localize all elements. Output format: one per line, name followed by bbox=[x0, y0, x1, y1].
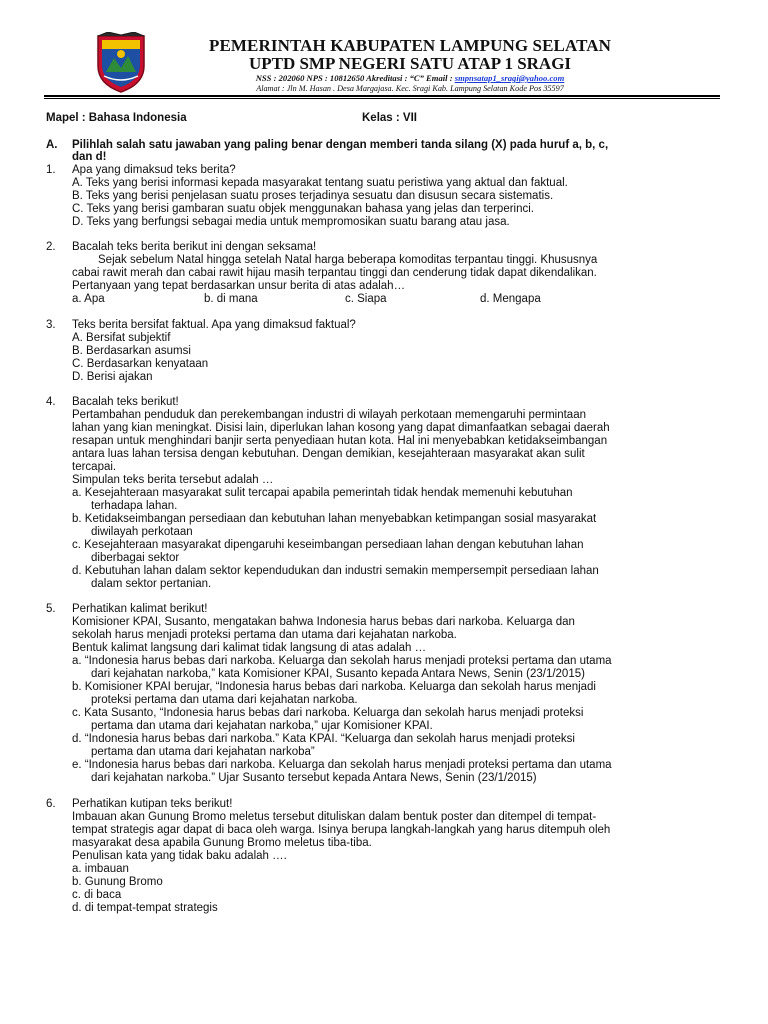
question-number: 6. bbox=[46, 798, 56, 810]
passage-line: Pertambahan penduduk dan perekembangan industri di wilayah perkotaan memengaruhi permintaan bbox=[72, 409, 586, 421]
letterhead-divider-thin bbox=[44, 98, 720, 99]
option-b: B. Teks yang berisi penjelasan suatu proses terjadinya sesuatu dan disusun secara sistematis. bbox=[72, 190, 554, 202]
option-c: c. Kata Susanto, “Indonesia harus bebas dari narkoba. Keluarga dan sekolah harus menjadi proteksi bbox=[72, 707, 584, 719]
letterhead-address: Alamat : Jln M. Hasan . Desa Margajasa. Kec. Sragi Kab. Lampung Selatan Kode Pos 35597 bbox=[256, 84, 564, 93]
option-a: a. Apa bbox=[72, 293, 105, 305]
option-c: C. Berdasarkan kenyataan bbox=[72, 358, 209, 370]
subject-label: Mapel : Bahasa Indonesia bbox=[46, 112, 187, 124]
question-number: 5. bbox=[46, 603, 56, 615]
school-email-link[interactable]: smpnsatap1_sragi@yahoo.com bbox=[454, 73, 565, 83]
option-c-cont: pertama dan utama dari kejahatan narkoba,” ujar Komisioner KPAI. bbox=[91, 720, 433, 732]
option-e-cont: dari kejahatan narkoba.” Ujar Susanto tersebut kepada Antara News, Senin (23/1/2015) bbox=[91, 772, 537, 784]
option-d-cont: dalam sektor pertanian. bbox=[91, 578, 212, 590]
option-b: b. Gunung Bromo bbox=[72, 876, 163, 888]
option-a-cont: dari kejahatan narkoba,” kata Komisioner KPAI, Susanto kepada Antara News, Senin (23/1/2015) bbox=[91, 668, 585, 680]
passage-line: Komisioner KPAI, Susanto, mengatakan bahwa Indonesia harus bebas dari narkoba. Keluarga dan bbox=[72, 616, 575, 628]
section-label: A. bbox=[46, 139, 58, 151]
option-c: C. Teks yang berisi gambaran suatu objek menggunakan bahasa yang jelas dan terperinci. bbox=[72, 203, 534, 215]
option-c: c. Siapa bbox=[345, 293, 387, 305]
option-d: d. “Indonesia harus bebas dari narkoba.” Kata KPAI. “Keluarga dan sekolah harus menjadi proteksi bbox=[72, 733, 575, 745]
question-number: 2. bbox=[46, 241, 56, 253]
question-number: 3. bbox=[46, 319, 56, 331]
option-d: D. Berisi ajakan bbox=[72, 371, 153, 383]
option-c-cont: diberbagai sektor bbox=[91, 552, 180, 564]
question-prompt: Penulisan kata yang tidak baku adalah …. bbox=[72, 850, 287, 862]
option-d: d. Mengapa bbox=[480, 293, 541, 305]
passage-line: Sejak sebelum Natal hingga setelah Natal harga beberapa komoditas terpantau tinggi. Khususnya bbox=[98, 254, 598, 266]
option-a: a. Kesejahteraan masyarakat sulit tercapai apabila pemerintah tidak hendak memenuhi kebutuhan bbox=[72, 487, 573, 499]
question-text: Bacalah teks berita berikut ini dengan seksama! bbox=[72, 241, 317, 253]
option-b-cont: diwilayah perkotaan bbox=[91, 526, 193, 538]
option-b: b. di mana bbox=[204, 293, 258, 305]
option-b-cont: proteksi pertama dan utama dari kejahatan narkoba. bbox=[91, 694, 358, 706]
letterhead-identity bbox=[150, 73, 670, 83]
letterhead-identity-text: NSS : 202060 NPS : 10812650 Akreditasi : “C” Email : bbox=[255, 73, 455, 83]
option-e: e. “Indonesia harus bebas dari narkoba. Keluarga dan sekolah harus menjadi proteksi pertama dan utama bbox=[72, 759, 612, 771]
option-c: c. Kesejahteraan masyarakat dipengaruhi keseimbangan persediaan lahan dengan kebutuhan lahan bbox=[72, 539, 584, 551]
passage-line: tercapai. bbox=[72, 461, 117, 473]
option-a-cont: terhadapa lahan. bbox=[91, 500, 178, 512]
letterhead-divider bbox=[44, 95, 720, 97]
passage-line: resapan untuk menghindari banjir serta penyediaan hutan kota. Hal ini menyebabkan ketidakseimbangan bbox=[72, 435, 608, 447]
passage-line: lahan yang kian meningkat. Disisi lain, diperlukan lahan kosong yang dapat dimanfaatkan sebagai daerah bbox=[72, 422, 610, 434]
option-c: c. di baca bbox=[72, 889, 122, 901]
question-number: 1. bbox=[46, 164, 56, 176]
option-d: D. Teks yang berfungsi sebagai media untuk mempromosikan suatu barang atau jasa. bbox=[72, 216, 510, 228]
passage-line: masyarakat desa apabila Gunung Bromo meletus tiba-tiba. bbox=[72, 837, 372, 849]
passage-line: antara luas lahan tersisa dengan kebutuhan. Dengan demikian, kesejahteraan masyarakat akan sulit bbox=[72, 448, 585, 460]
question-text: Apa yang dimaksud teks berita? bbox=[72, 164, 236, 176]
option-a: A. Teks yang berisi informasi kepada masyarakat tentang suatu peristiwa yang aktual dan faktual. bbox=[72, 177, 568, 189]
passage-line: Imbauan akan Gunung Bromo meletus tersebut dituliskan dalam bentuk poster dan ditempel di tempat- bbox=[72, 811, 597, 823]
option-d-cont: pertama dan utama dari kejahatan narkoba” bbox=[91, 746, 315, 758]
section-instruction: Pilihlah salah satu jawaban yang paling benar dengan memberi tanda silang (X) pada huruf a, b, c, bbox=[72, 139, 609, 151]
question-number: 4. bbox=[46, 396, 56, 408]
question-prompt: Bentuk kalimat langsung dari kalimat tidak langsung di atas adalah … bbox=[72, 642, 427, 654]
question-prompt: Pertanyaan yang tepat berdasarkan unsur berita di atas adalah… bbox=[72, 280, 406, 292]
option-d: d. di tempat-tempat strategis bbox=[72, 902, 218, 914]
question-text: Bacalah teks berikut! bbox=[72, 396, 179, 408]
letterhead-school: UPTD SMP NEGERI SATU ATAP 1 SRAGI bbox=[248, 54, 572, 73]
question-text: Teks berita bersifat faktual. Apa yang dimaksud faktual? bbox=[72, 319, 356, 331]
option-b: B. Berdasarkan asumsi bbox=[72, 345, 191, 357]
passage-line: tempat strategis agar dapat di baca oleh warga. Isinya berupa langkah-langkah yang harus ditempuh oleh bbox=[72, 824, 611, 836]
option-a: a. “Indonesia harus bebas dari narkoba. Keluarga dan sekolah harus menjadi proteksi pertama dan utama bbox=[72, 655, 612, 667]
option-b: b. Ketidakseimbangan persediaan dan kebutuhan lahan menyebabkan ketimpangan sosial masyarakat bbox=[72, 513, 597, 525]
question-prompt: Simpulan teks berita tersebut adalah … bbox=[72, 474, 274, 486]
letterhead-government: PEMERINTAH KABUPATEN LAMPUNG SELATAN bbox=[208, 36, 611, 55]
option-a: a. imbauan bbox=[72, 863, 129, 875]
question-text: Perhatikan kutipan teks berikut! bbox=[72, 798, 233, 810]
option-a: A. Bersifat subjektif bbox=[72, 332, 171, 344]
passage-line: sekolah harus menjadi proteksi pertama dan utama dari kejahatan narkoba. bbox=[72, 629, 457, 641]
option-b: b. Komisioner KPAI berujar, “Indonesia harus bebas dari narkoba. Keluarga dan sekolah harus menjadi bbox=[72, 681, 596, 693]
question-text: Perhatikan kalimat berikut! bbox=[72, 603, 208, 615]
option-d: d. Kebutuhan lahan dalam sektor kependudukan dan industri semakin mempersempit persediaan lahan bbox=[72, 565, 599, 577]
section-instruction-cont: dan d! bbox=[72, 151, 107, 163]
passage-line: cabai rawit merah dan cabai rawit hijau masih terpantau tinggi dan cenderung tidak dapat dikendalikan. bbox=[72, 267, 597, 279]
class-label: Kelas : VII bbox=[362, 112, 417, 124]
regency-emblem-icon bbox=[94, 32, 148, 94]
